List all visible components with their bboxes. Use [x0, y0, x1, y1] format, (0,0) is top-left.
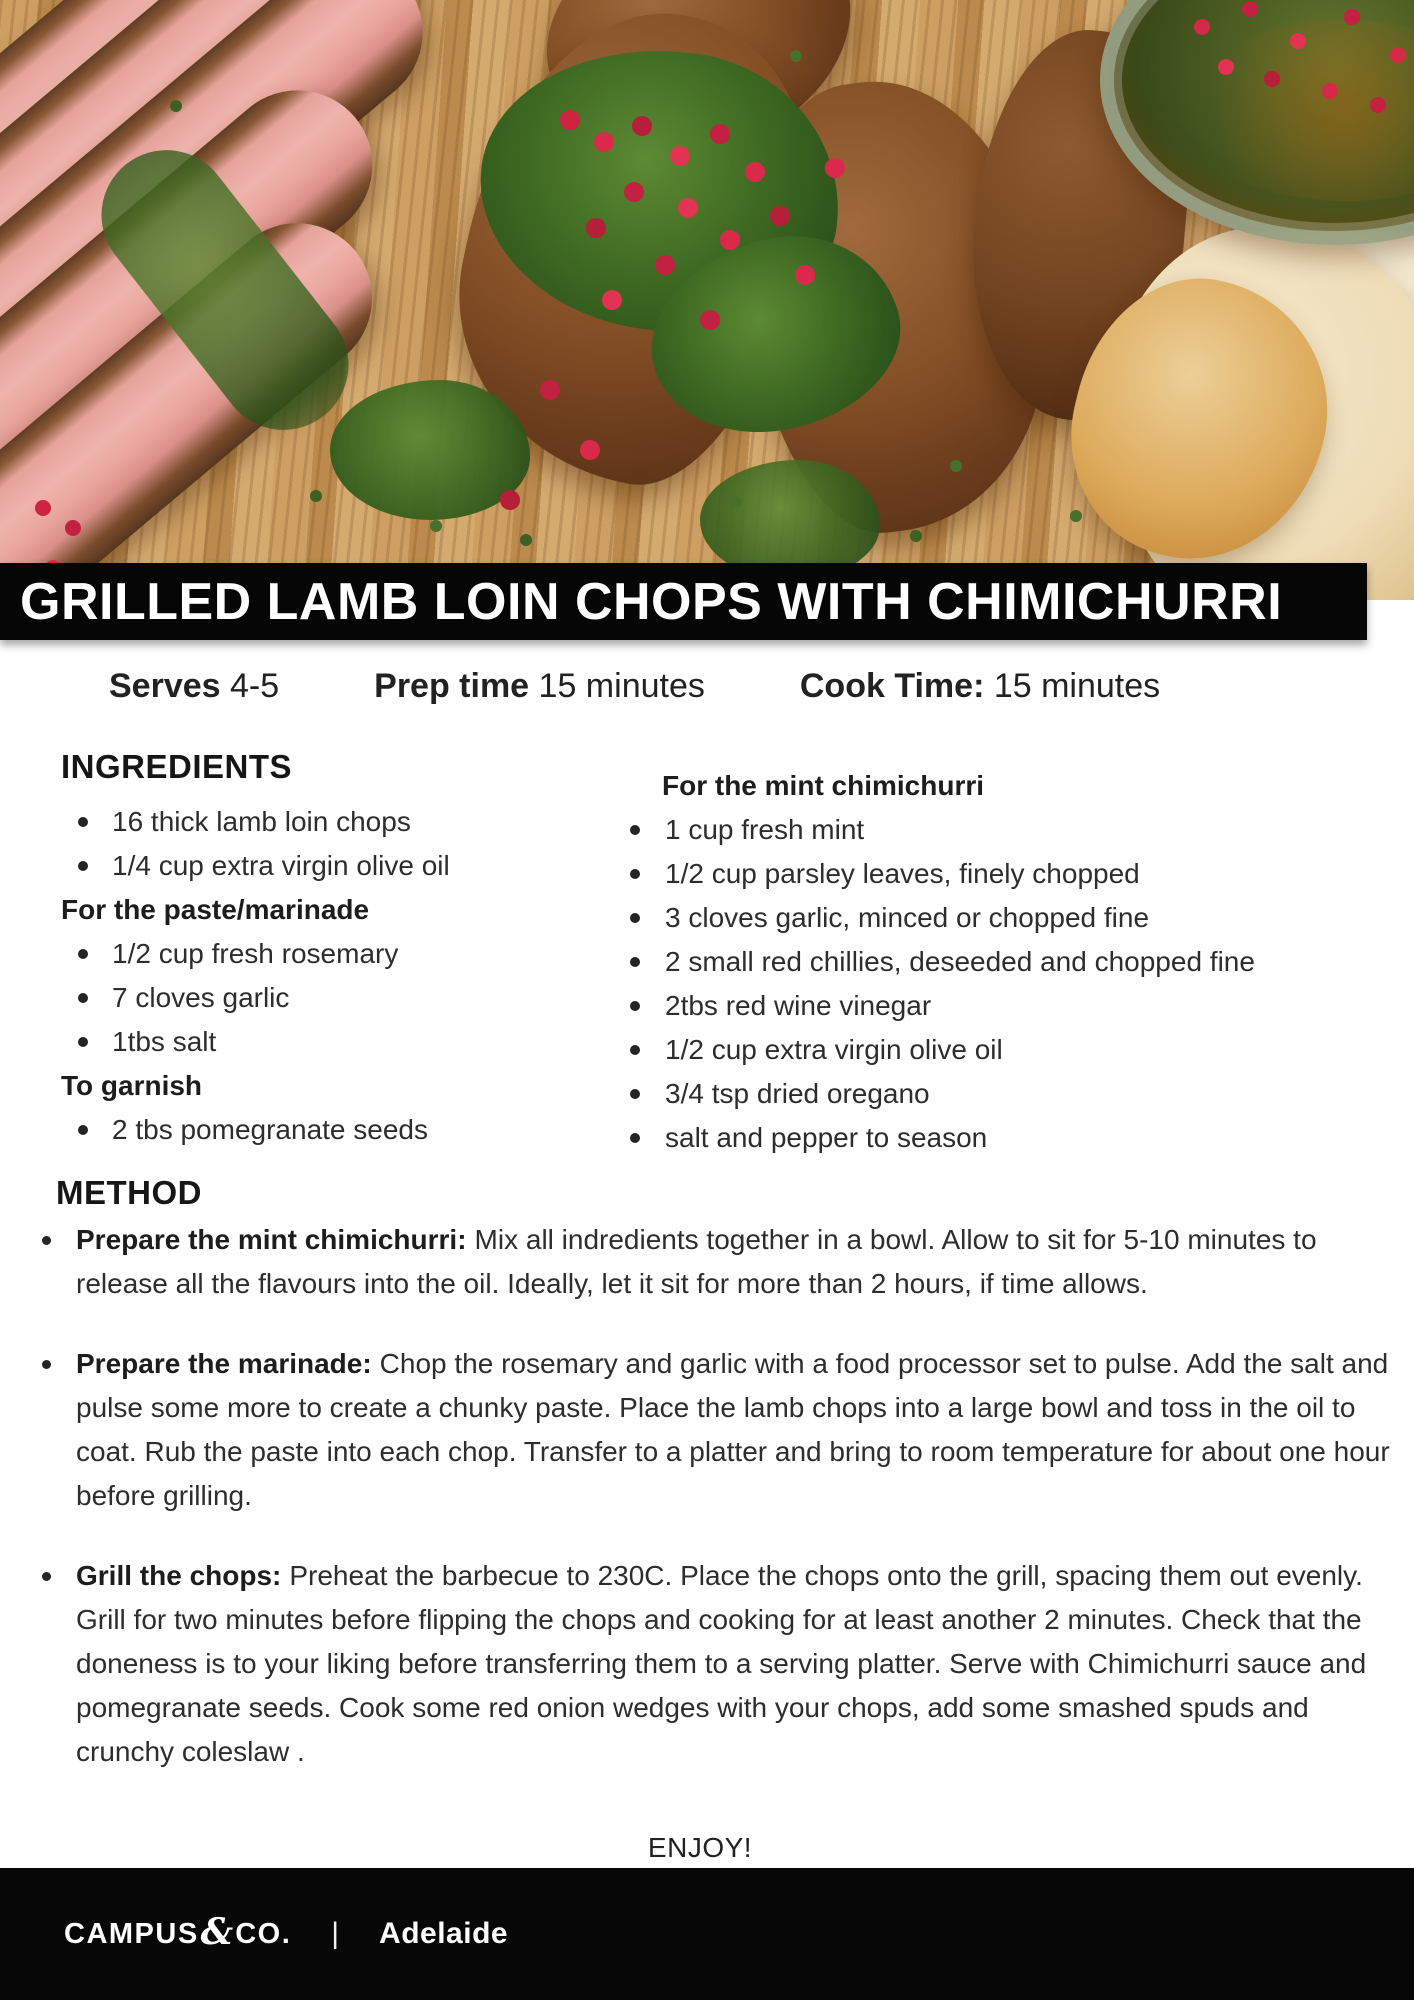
ingredient-item: 7 cloves garlic	[61, 976, 531, 1020]
ingredient-item: 1/2 cup parsley leaves, finely chopped	[624, 852, 1364, 896]
closing-text: ENJOY!	[647, 1832, 753, 1863]
prep-time-label: Prep time	[374, 667, 530, 705]
footer	[0, 1868, 1414, 2000]
brand-co: CO.	[235, 1917, 292, 1950]
herb-scatter	[330, 380, 530, 520]
ingredient-item: 1/2 cup extra virgin olive oil	[624, 1028, 1364, 1072]
ingredient-item: 1 cup fresh mint	[624, 808, 1364, 852]
ingredient-group	[61, 932, 531, 1064]
bowl-pomegranate-seeds	[1194, 19, 1210, 35]
ingredients-right-column	[624, 764, 1364, 1160]
serves-value: 4-5	[230, 667, 280, 705]
method-step-lead: Prepare the marinade:	[76, 1348, 372, 1379]
footer-location: Adelaide	[379, 1917, 509, 1950]
pomegranate-seeds	[35, 500, 51, 516]
herb-scatter	[700, 460, 880, 580]
method-step-lead: Grill the chops:	[76, 1560, 282, 1591]
ingredient-group	[61, 1108, 531, 1152]
method-step	[42, 1554, 1392, 1774]
method-step-lead: Prepare the mint chimichurri:	[76, 1224, 467, 1255]
ingredient-item: 2tbs red wine vinegar	[624, 984, 1364, 1028]
recipe-meta	[109, 668, 1160, 704]
brand-campus: CAMPUS	[64, 1917, 199, 1950]
prep-time-info	[374, 668, 705, 704]
ingredient-item: 2 small red chillies, deseeded and chopped fine	[624, 940, 1364, 984]
hero-photo	[0, 0, 1414, 600]
ingredient-item: 16 thick lamb loin chops	[61, 800, 531, 844]
method-step-text: Preheat the barbecue to 230C. Place the chops onto the grill, spacing them out evenly. Grill for two minutes before flipping the chops and cooking for at least another 2 minutes. Check that the doneness is to your liking before transferring them to a serving platter. Serve with Chimichurri sauce and pomegranate seeds. Cook some red onion wedges with your chops, add some smashed spuds and crunchy coleslaw .	[76, 1560, 1367, 1767]
ingredient-item: 2 tbs pomegranate seeds	[61, 1108, 531, 1152]
subheading-mint-chimichurri: For the mint chimichurri	[662, 770, 985, 801]
subheading-paste-marinade: For the paste/marinade	[61, 894, 370, 925]
pomegranate-seeds	[560, 110, 580, 130]
method-step	[42, 1342, 1392, 1518]
serves-label: Serves	[109, 667, 221, 705]
ingredient-group	[61, 800, 531, 888]
ingredient-item: 3/4 tsp dried oregano	[624, 1072, 1364, 1116]
herb-scatter	[430, 520, 442, 532]
ingredients-heading: INGREDIENTS	[61, 748, 293, 785]
cook-time-info	[800, 668, 1160, 704]
cook-time-value: 15 minutes	[993, 667, 1161, 705]
brand-ampersand: &	[200, 1911, 234, 1953]
ingredient-group	[624, 808, 1364, 1160]
ingredients-left-column	[61, 800, 531, 1152]
method-step-text: Mix all indredients together in a bowl. Allow to sit for 5-10 minutes to release all the flavours into the oil. Ideally, let it sit for more than 2 hours, if time allows.	[76, 1224, 1317, 1299]
cook-time-label: Cook Time:	[799, 667, 985, 705]
ingredient-item: 1tbs salt	[61, 1020, 531, 1064]
method-step	[42, 1218, 1392, 1306]
prep-time-value: 15 minutes	[538, 667, 705, 705]
title-banner	[0, 563, 1367, 640]
ingredient-item: 3 cloves garlic, minced or chopped fine	[624, 896, 1364, 940]
ingredient-item: salt and pepper to season	[624, 1116, 1364, 1160]
footer-separator: |	[331, 1917, 340, 1950]
page-title: GRILLED LAMB LOIN CHOPS WITH CHIMICHURRI	[20, 572, 1283, 631]
ingredient-item: 1/4 cup extra virgin olive oil	[61, 844, 531, 888]
method-step-text: Chop the rosemary and garlic with a food processor set to pulse. Add the salt and pulse some more to create a chunky paste. Place the lamb chops into a large bowl and toss in the oil to coat. Rub the paste into each chop. Transfer to a platter and bring to room temperature for about one hour before grilling.	[76, 1348, 1390, 1511]
brand-logo	[64, 1913, 291, 1955]
serves-info	[109, 668, 279, 704]
subheading-to-garnish: To garnish	[61, 1070, 203, 1101]
method-list	[42, 1218, 1392, 1810]
ingredient-item: 1/2 cup fresh rosemary	[61, 932, 531, 976]
method-heading: METHOD	[56, 1174, 202, 1211]
bowl-oil-sheen	[1180, 20, 1414, 201]
